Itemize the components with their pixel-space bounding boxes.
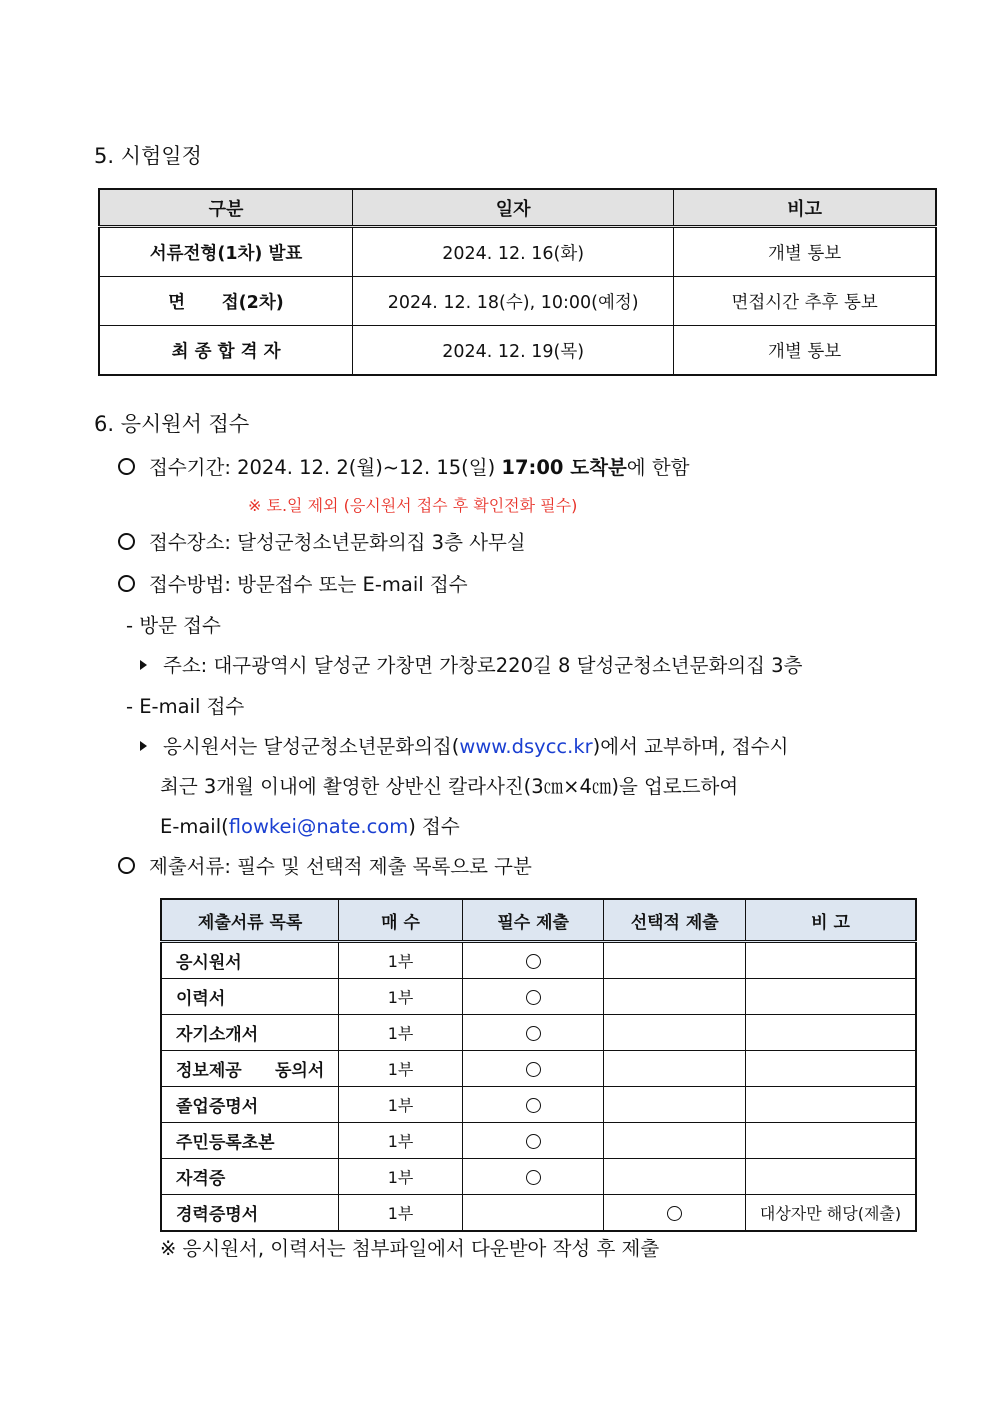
table-row: [161, 979, 916, 1015]
visit-title: - 방문 접수: [126, 614, 221, 637]
place-line: [118, 527, 526, 555]
visit-address-line: [140, 650, 802, 678]
schedule-table: [98, 188, 937, 376]
documents-table: [160, 898, 917, 1232]
doc-required: [462, 1015, 604, 1051]
doc-required: [462, 1159, 604, 1195]
schedule-label: 최 종 합 격 자: [99, 326, 353, 376]
circle-mark-icon: [526, 990, 541, 1005]
table-row: [161, 1195, 916, 1232]
doc-optional: [604, 979, 746, 1015]
table-row: [99, 326, 936, 376]
doc-optional: [604, 1087, 746, 1123]
circle-bullet-icon: [118, 857, 135, 874]
doc-required: [462, 1195, 604, 1232]
table-row: [161, 1159, 916, 1195]
doc-count: 1부: [339, 942, 463, 979]
schedule-date: 2024. 12. 18(수), 10:00(예정): [353, 277, 674, 326]
doc-name: 자기소개서: [161, 1015, 339, 1051]
method-text: 접수방법: 방문접수 또는 E-mail 접수: [149, 573, 468, 596]
email-link[interactable]: flowkei@nate.com: [228, 815, 409, 838]
circle-mark-icon: [667, 1206, 682, 1221]
email-line3-a: E-mail(: [160, 815, 229, 838]
schedule-header-date: 일자: [353, 189, 674, 227]
doc-note: [746, 1159, 917, 1195]
period-prefix: 접수기간: 2024. 12. 2(월)~12. 15(일): [149, 456, 502, 479]
circle-mark-icon: [526, 1062, 541, 1077]
schedule-label: 면 접(2차): [99, 277, 353, 326]
doc-count: 1부: [339, 979, 463, 1015]
schedule-date: 2024. 12. 19(목): [353, 326, 674, 376]
doc-note: [746, 1087, 917, 1123]
website-link[interactable]: www.dsycc.kr: [459, 735, 593, 758]
circle-mark-icon: [526, 1026, 541, 1041]
table-row: [161, 1015, 916, 1051]
doc-name: 주민등록초본: [161, 1123, 339, 1159]
method-line: [118, 569, 468, 597]
schedule-note: 개별 통보: [674, 326, 936, 376]
circle-mark-icon: [526, 954, 541, 969]
section5-heading: 5. 시험일정: [94, 144, 202, 168]
doc-optional: [604, 1159, 746, 1195]
doc-required: [462, 1087, 604, 1123]
doc-count: 1부: [339, 1195, 463, 1232]
period-deadline: 17:00 도착분: [501, 456, 627, 479]
footnote: ※ 응시원서, 이력서는 첨부파일에서 다운받아 작성 후 제출: [160, 1237, 660, 1260]
table-row: [99, 227, 936, 277]
email-line1-b: )에서 교부하며, 접수시: [592, 735, 789, 758]
docs-intro: 제출서류: 필수 및 선택적 제출 목록으로 구분: [149, 855, 532, 878]
schedule-note: 면접시간 추후 통보: [674, 277, 936, 326]
email-line1-a: 응시원서는 달성군청소년문화의집(: [163, 735, 460, 758]
doc-count: 1부: [339, 1087, 463, 1123]
circle-mark-icon: [526, 1098, 541, 1113]
doc-required: [462, 979, 604, 1015]
period-line: [118, 452, 690, 480]
visit-address: 주소: 대구광역시 달성군 가창면 가창로220길 8 달성군청소년문화의집 3층: [163, 654, 803, 677]
docs-header-optional: 선택적 제출: [604, 899, 746, 942]
email-line3-b: ) 접수: [408, 815, 460, 838]
docs-intro-line: [118, 851, 532, 879]
circle-bullet-icon: [118, 458, 135, 475]
triangle-bullet-icon: [140, 741, 147, 751]
doc-note: [746, 1015, 917, 1051]
doc-required: [462, 942, 604, 979]
doc-note: [746, 1123, 917, 1159]
triangle-bullet-icon: [140, 660, 147, 670]
doc-name: 졸업증명서: [161, 1087, 339, 1123]
doc-count: 1부: [339, 1123, 463, 1159]
doc-name: 이력서: [161, 979, 339, 1015]
doc-optional: [604, 1015, 746, 1051]
doc-optional: [604, 1123, 746, 1159]
docs-header-note: 비 고: [746, 899, 917, 942]
doc-required: [462, 1123, 604, 1159]
email-title: - E-mail 접수: [126, 695, 245, 718]
circle-bullet-icon: [118, 533, 135, 550]
table-row: [99, 277, 936, 326]
schedule-header-note: 비고: [674, 189, 936, 227]
doc-note: [746, 1051, 917, 1087]
docs-header-required: 필수 제출: [462, 899, 604, 942]
table-row: [161, 1123, 916, 1159]
circle-mark-icon: [526, 1134, 541, 1149]
doc-name: 정보제공 동의서: [161, 1051, 339, 1087]
docs-header-count: 매 수: [339, 899, 463, 942]
circle-mark-icon: [526, 1170, 541, 1185]
schedule-date: 2024. 12. 16(화): [353, 227, 674, 277]
schedule-label: 서류전형(1차) 발표: [99, 227, 353, 277]
schedule-header-category: 구분: [99, 189, 353, 227]
doc-note: 대상자만 해당(제출): [746, 1195, 917, 1232]
doc-count: 1부: [339, 1051, 463, 1087]
doc-optional: [604, 942, 746, 979]
table-row: [161, 942, 916, 979]
doc-optional: [604, 1195, 746, 1232]
doc-name: 응시원서: [161, 942, 339, 979]
doc-count: 1부: [339, 1159, 463, 1195]
place-text: 접수장소: 달성군청소년문화의집 3층 사무실: [149, 531, 526, 554]
doc-name: 자격증: [161, 1159, 339, 1195]
table-row: [161, 1087, 916, 1123]
section6-heading: 6. 응시원서 접수: [94, 412, 250, 436]
period-note: ※ 토.일 제외 (응시원서 접수 후 확인전화 필수): [248, 496, 578, 515]
email-line1: [140, 731, 788, 759]
doc-optional: [604, 1051, 746, 1087]
email-line2: 최근 3개월 이내에 촬영한 상반신 칼라사진(3㎝×4㎝)을 업로드하여: [160, 775, 739, 798]
doc-note: [746, 942, 917, 979]
doc-required: [462, 1051, 604, 1087]
schedule-note: 개별 통보: [674, 227, 936, 277]
table-row: [161, 1051, 916, 1087]
docs-header-name: 제출서류 목록: [161, 899, 339, 942]
doc-note: [746, 979, 917, 1015]
period-suffix: 에 한함: [626, 456, 690, 479]
doc-name: 경력증명서: [161, 1195, 339, 1232]
circle-bullet-icon: [118, 575, 135, 592]
doc-count: 1부: [339, 1015, 463, 1051]
email-line3: [160, 811, 460, 839]
